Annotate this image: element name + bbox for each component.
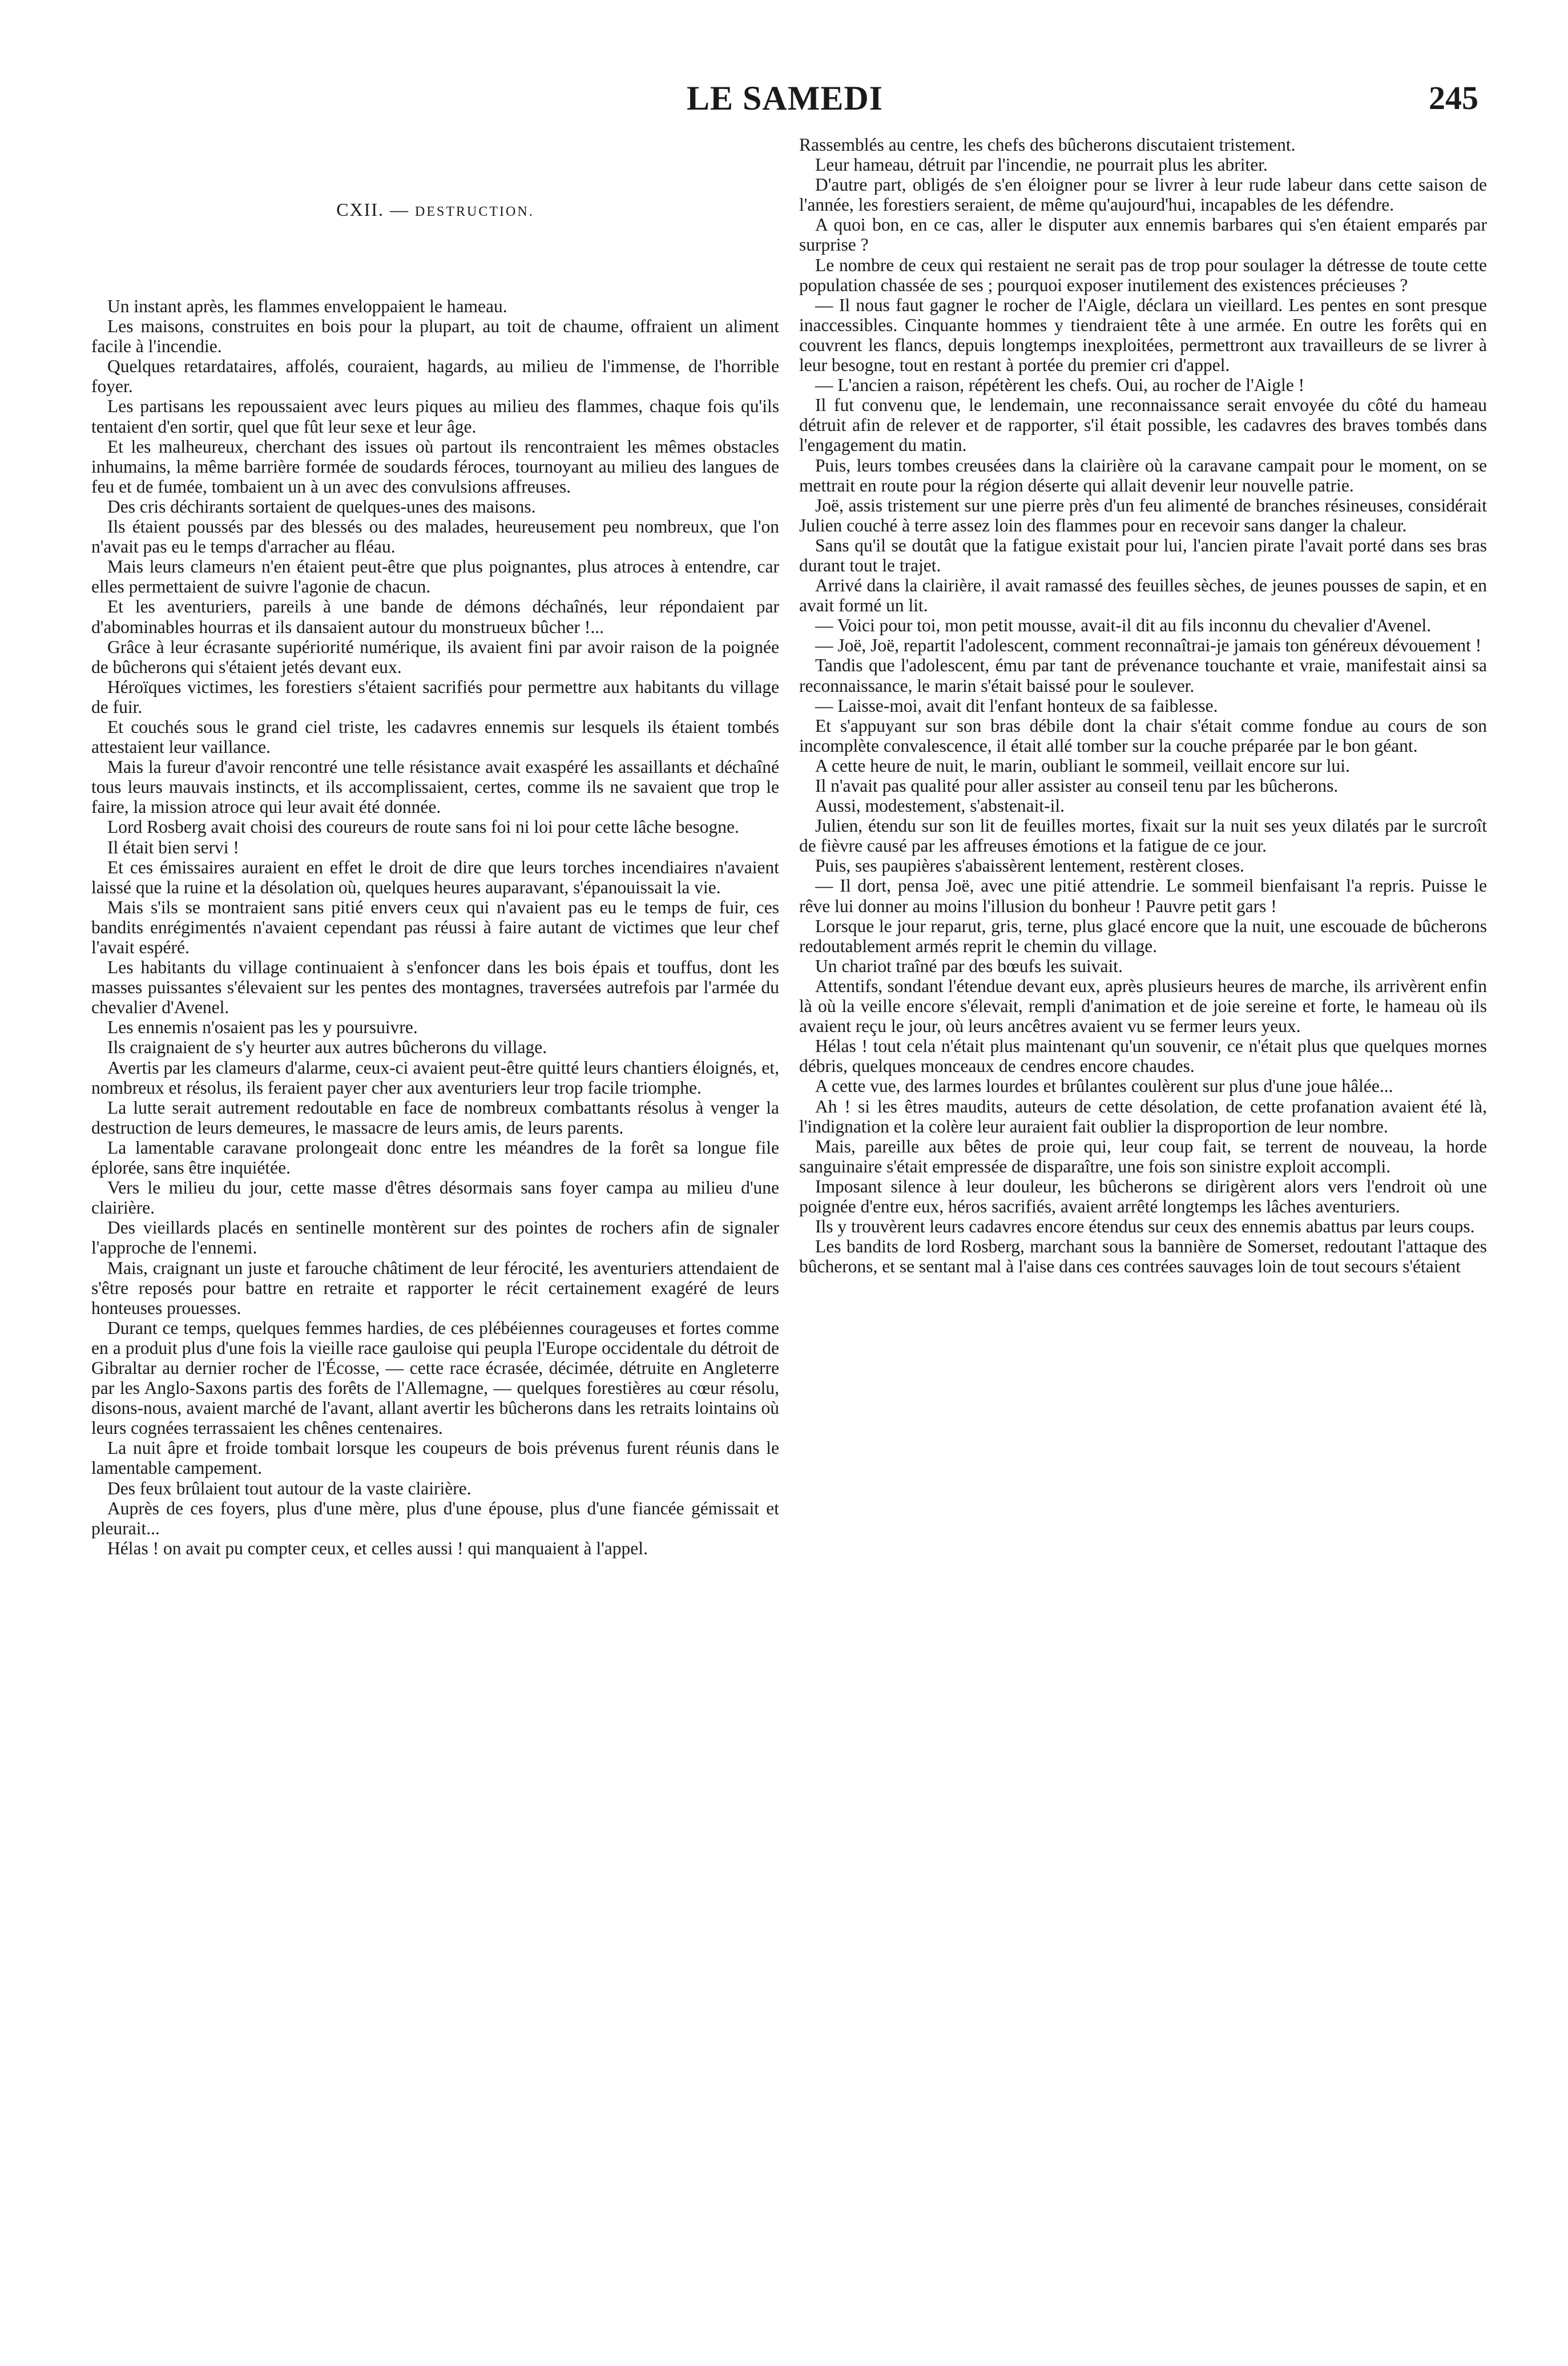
paragraph: Auprès de ces foyers, plus d'une mère, plus d'une épouse, plus d'une fiancée gémissait et pleurait... [91,1498,779,1538]
paragraph: Quelques retardataires, affolés, couraient, hagards, au milieu de l'immense, de l'horrible foyer. [91,356,779,397]
right-column [799,135,1487,2327]
paragraph: Avertis par les clameurs d'alarme, ceux-ci avaient peut-être quitté leurs chantiers éloignés, et, nombreux et résolus, ils feraient payer cher aux aventuriers leur trop facile triomphe. [91,1057,779,1098]
paragraph: Il n'avait pas qualité pour aller assister au conseil tenu par les bûcherons. [815,776,1339,796]
paragraph: Les ennemis n'osaient pas les y poursuivre. [107,1017,418,1038]
paragraph: Hélas ! tout cela n'était plus maintenant qu'un souvenir, ce n'était plus que quelques mornes débris, quelques monceaux de cendres encore chaudes. [799,1036,1487,1077]
paragraph: Ils craignaient de s'y heurter aux autres bûcherons du village. [107,1037,547,1058]
paragraph: Des cris déchirants sortaient de quelques-unes des maisons. [107,496,536,517]
paragraph: A cette vue, des larmes lourdes et brûlantes coulèrent sur plus d'une joue hâlée... [815,1076,1393,1097]
paragraph: Rassemblés au centre, les chefs des bûcherons discutaient tristement. [799,135,1296,155]
paragraph: Et s'appuyant sur son bras débile dont la chair s'était comme fondue au cours de son incomplète convalescence, il était allé tomber sur la couche préparée par le bon géant. [799,715,1487,756]
paragraph: A cette heure de nuit, le marin, oubliant le sommeil, veillait encore sur lui. [815,755,1350,776]
paragraph: La lamentable caravane prolongeait donc entre les méandres de la forêt sa longue file éplorée, sans être inquiétée. [91,1137,779,1178]
paragraph: D'autre part, obligés de s'en éloigner pour se livrer à leur rude labeur dans cette saison de l'année, les forestiers seraient, de même qu'aujourd'hui, incapables de les défendre. [799,175,1487,215]
paragraph: Les partisans les repoussaient avec leurs piques au milieu des flammes, chaque fois qu'ils tentaient d'en sortir, quel que fût leur sexe et leur âge. [91,396,779,437]
page-number: 245 [1429,79,1478,116]
paragraph: Leur hameau, détruit par l'incendie, ne pourrait plus les abriter. [815,155,1268,175]
paragraph: Attentifs, sondant l'étendue devant eux, après plusieurs heures de marche, ils arrivèrent enfin là où la veille encore s'élevait, rempli d'animation et de joie sereine et forte, le hameau où ils avaient reçu le jour, où leurs ancêtres avaient vu se fermer leurs yeux. [799,976,1487,1037]
paragraph: — L'ancien a raison, répétèrent les chefs. Oui, au rocher de l'Aigle ! [815,375,1305,396]
paragraph: A quoi bon, en ce cas, aller le disputer aux ennemis barbares qui s'en étaient emparés par surprise ? [799,215,1487,255]
page-header [91,79,1478,124]
paragraph: Aussi, modestement, s'abstenait-il. [815,796,1065,816]
paragraph: Durant ce temps, quelques femmes hardies, de ces plébéiennes courageuses et fortes comme en a produit plus d'une fois la vieille race gauloise qui peupla l'Europe occidentale du détroit de Gibraltar au dernier rocher de l'Écosse, — cette race écrasée, décimée, détruite en Angleterre par les Anglo-Saxons partis des forêts de l'Allemagne, — quelques forestières au cœur résolu, disons-nous, avaient marché de l'avant, allant avertir les bûcherons dans les retraits lointains où leurs cognées terrassaient les chênes centenaires. [91,1317,779,1438]
paragraph: Il était bien servi ! [107,837,239,857]
paragraph: Julien, étendu sur son lit de feuilles mortes, fixait sur la nuit ses yeux dilatés par le surcroît de fièvre causé par les affreuses émotions et la fatigue de ce jour. [799,816,1487,856]
paragraph: Sans qu'il se doutât que la fatigue existait pour lui, l'ancien pirate l'avait porté dans ses bras durant tout le trajet. [799,535,1487,575]
paragraph: Mais leurs clameurs n'en étaient peut-être que plus poignantes, plus atroces à entendre, car elles permettaient de suivre l'agonie de chacun. [91,557,779,597]
paragraph: Mais, pareille aux bêtes de proie qui, leur coup fait, se terrent de nouveau, la horde sanguinaire s'était empressée de disparaître, une fois son sinistre exploit accompli. [799,1136,1487,1176]
paragraph: Puis, ses paupières s'abaissèrent lentement, restèrent closes. [815,856,1244,876]
paragraph: — Joë, Joë, repartit l'adolescent, comment reconnaîtrai-je jamais ton généreux dévouement ! [815,635,1482,656]
paragraph: Et les aventuriers, pareils à une bande de démons déchaînés, leur répondaient par d'abominables hourras et ils dansaient autour du monstrueux bûcher !... [91,596,779,637]
paragraph: Un chariot traîné par des bœufs les suivait. [815,956,1123,976]
paragraph: Lorsque le jour reparut, gris, terne, plus glacé encore que la nuit, une escouade de bûcherons redoutablement armés reprit le chemin du village. [799,916,1487,956]
paragraph: La lutte serait autrement redoutable en face de nombreux combattants résolus à venger la destruction de leurs demeures, le massacre de leurs amis, de leurs parents. [91,1097,779,1138]
paragraph: Puis, leurs tombes creusées dans la clairière où la caravane campait pour le moment, on se mettrait en route pour la région déserte qui allait devenir leur nouvelle patrie. [799,455,1487,495]
chapter-number: CXII. — [336,199,410,220]
paragraph: Mais la fureur d'avoir rencontré une telle résistance avait exaspéré les assaillants et déchaîné tous leurs mauvais instincts, et ils accomplissaient, certes, comme ils ne savaient que trop le faire, la mission atroce qui leur avait été donnée. [91,757,779,817]
paragraph: Les bandits de lord Rosberg, marchant sous la bannière de Somerset, redoutant l'attaque des bûcherons, et se sentant mal à l'aise dans ces contrées sauvages loin de tout secours s'étaient [799,1236,1487,1277]
left-paragraphs [91,296,779,1558]
paragraph: Des feux brûlaient tout autour de la vaste clairière. [107,1478,471,1498]
paragraph: Des vieillards placés en sentinelle montèrent sur des pointes de rochers afin de signaler l'approche de l'ennemi. [91,1218,779,1258]
paragraph: Héroïques victimes, les forestiers s'étaient sacrifiés pour permettre aux habitants du village de fuir. [91,676,779,717]
paragraph: La nuit âpre et froide tombait lorsque les coupeurs de bois prévenus furent réunis dans le lamentable campement. [91,1438,779,1478]
paragraph: Ils y trouvèrent leurs cadavres encore étendus sur ceux des ennemis abattus par leurs coups. [815,1216,1475,1237]
paragraph: Grâce à leur écrasante supériorité numérique, ils avaient fini par avoir raison de la poignée de bûcherons qui s'étaient jetés devant eux. [91,636,779,677]
paragraph: Joë, assis tristement sur une pierre près d'un feu alimenté de branches résineuses, considérait Julien couché à terre assez loin des flammes pour en recevoir sans danger la chaleur. [799,495,1487,535]
paragraph: Et couchés sous le grand ciel triste, les cadavres ennemis sur lesquels ils étaient tombés attestaient leur vaillance. [91,716,779,757]
paragraph: — Laisse-moi, avait dit l'enfant honteux de sa faiblesse. [815,695,1218,716]
left-column [91,135,779,2327]
paragraph: Mais, craignant un juste et farouche châtiment de leur férocité, les aventuriers attendaient de s'être reposés pour battre en retraite et rapporter le récit certainement exagéré de leurs honteuses prouesses. [91,1257,779,1318]
paragraph: Lord Rosberg avait choisi des coureurs de route sans foi ni loi pour cette lâche besogne. [107,817,739,837]
paragraph: — Il nous faut gagner le rocher de l'Aigle, déclara un vieillard. Les pentes en sont presque inaccessibles. Cinquante hommes y tiendraient tête à une armée. En outre les forêts qui en couvrent les flancs, depuis longtemps inexploitées, permettront aux travailleurs de se livrer à leur besogne, tout en restant à portée du premier cri d'appel. [799,295,1487,376]
right-paragraphs [799,135,1487,1276]
paragraph: Et les malheureux, cherchant des issues où partout ils rencontraient les mêmes obstacles inhumains, la même barrière formée de soudards féroces, tournoyant au milieu des langues de feu et de fumée, tombaient un à un avec des convulsions affreuses. [91,436,779,497]
paragraph: Le nombre de ceux qui restaient ne serait pas de trop pour soulager la détresse de toute cette population chassée de ses ; pourquoi exposer inutilement des existences précieuses ? [799,255,1487,295]
paragraph: Imposant silence à leur douleur, les bûcherons se dirigèrent alors vers l'endroit où une poignée d'entre eux, héros sacrifiés, avaient arrêté longtemps les lâches aventuriers. [799,1176,1487,1216]
paragraph: Arrivé dans la clairière, il avait ramassé des feuilles sèches, de jeunes pousses de sapin, et en avait formé un lit. [799,575,1487,616]
paragraph: Les maisons, construites en bois pour la plupart, au toit de chaume, offraient un aliment facile à l'incendie. [91,316,779,357]
paragraph: Vers le milieu du jour, cette masse d'êtres désormais sans foyer campa au milieu d'une clairière. [91,1178,779,1218]
paragraph: Ah ! si les êtres maudits, auteurs de cette désolation, de cette profanation avaient été là, l'indignation et la colère leur auraient fait oublier la disproportion de leur nombre. [799,1096,1487,1136]
paragraph: Les habitants du village continuaient à s'enfoncer dans les bois épais et touffus, dont les masses puissantes s'élevaient sur les pentes des montagnes, traversées autrefois par l'armée du chevalier d'Avenel. [91,957,779,1018]
paragraph: Et ces émissaires auraient en effet le droit de dire que leurs torches incendiaires n'avaient laissé que la ruine et la désolation où, quelques heures auparavant, s'épanouissait la vie. [91,857,779,897]
paragraph: Hélas ! on avait pu compter ceux, et celles aussi ! qui manquaient à l'appel. [107,1538,648,1558]
paragraph: Un instant après, les flammes enveloppaient le hameau. [107,296,507,316]
chapter-heading [91,200,779,223]
paragraph: Mais s'ils se montraient sans pitié envers ceux qui n'avaient pas eu le temps de fuir, ces bandits enrégimentés n'avaient cependant pas réussi à faire autant de victimes que leur chef l'avait espéré. [91,897,779,957]
paragraph: Il fut convenu que, le lendemain, une reconnaissance serait envoyée du côté du hameau détruit afin de relever et de rapporter, s'il était possible, les cadavres des braves tombés dans l'engagement du matin. [799,395,1487,456]
paragraph: Tandis que l'adolescent, ému par tant de prévenance touchante et vraie, manifestait ainsi sa reconnaissance, le marin s'était baissé pour le soulever. [799,655,1487,696]
paragraph: — Voici pour toi, mon petit mousse, avait-il dit au fils inconnu du chevalier d'Avenel. [815,615,1432,636]
chapter-title: DESTRUCTION. [415,204,534,219]
paragraph: Ils étaient poussés par des blessés ou des malades, heureusement peu nombreux, que l'on n'avait pas eu le temps d'arracher au fléau. [91,517,779,557]
paragraph: — Il dort, pensa Joë, avec une pitié attendrie. Le sommeil bienfaisant l'a repris. Puisse le rêve lui donner au moins l'illusion du bonheur ! Pauvre petit gars ! [799,876,1487,916]
running-title: LE SAMEDI [686,79,884,117]
